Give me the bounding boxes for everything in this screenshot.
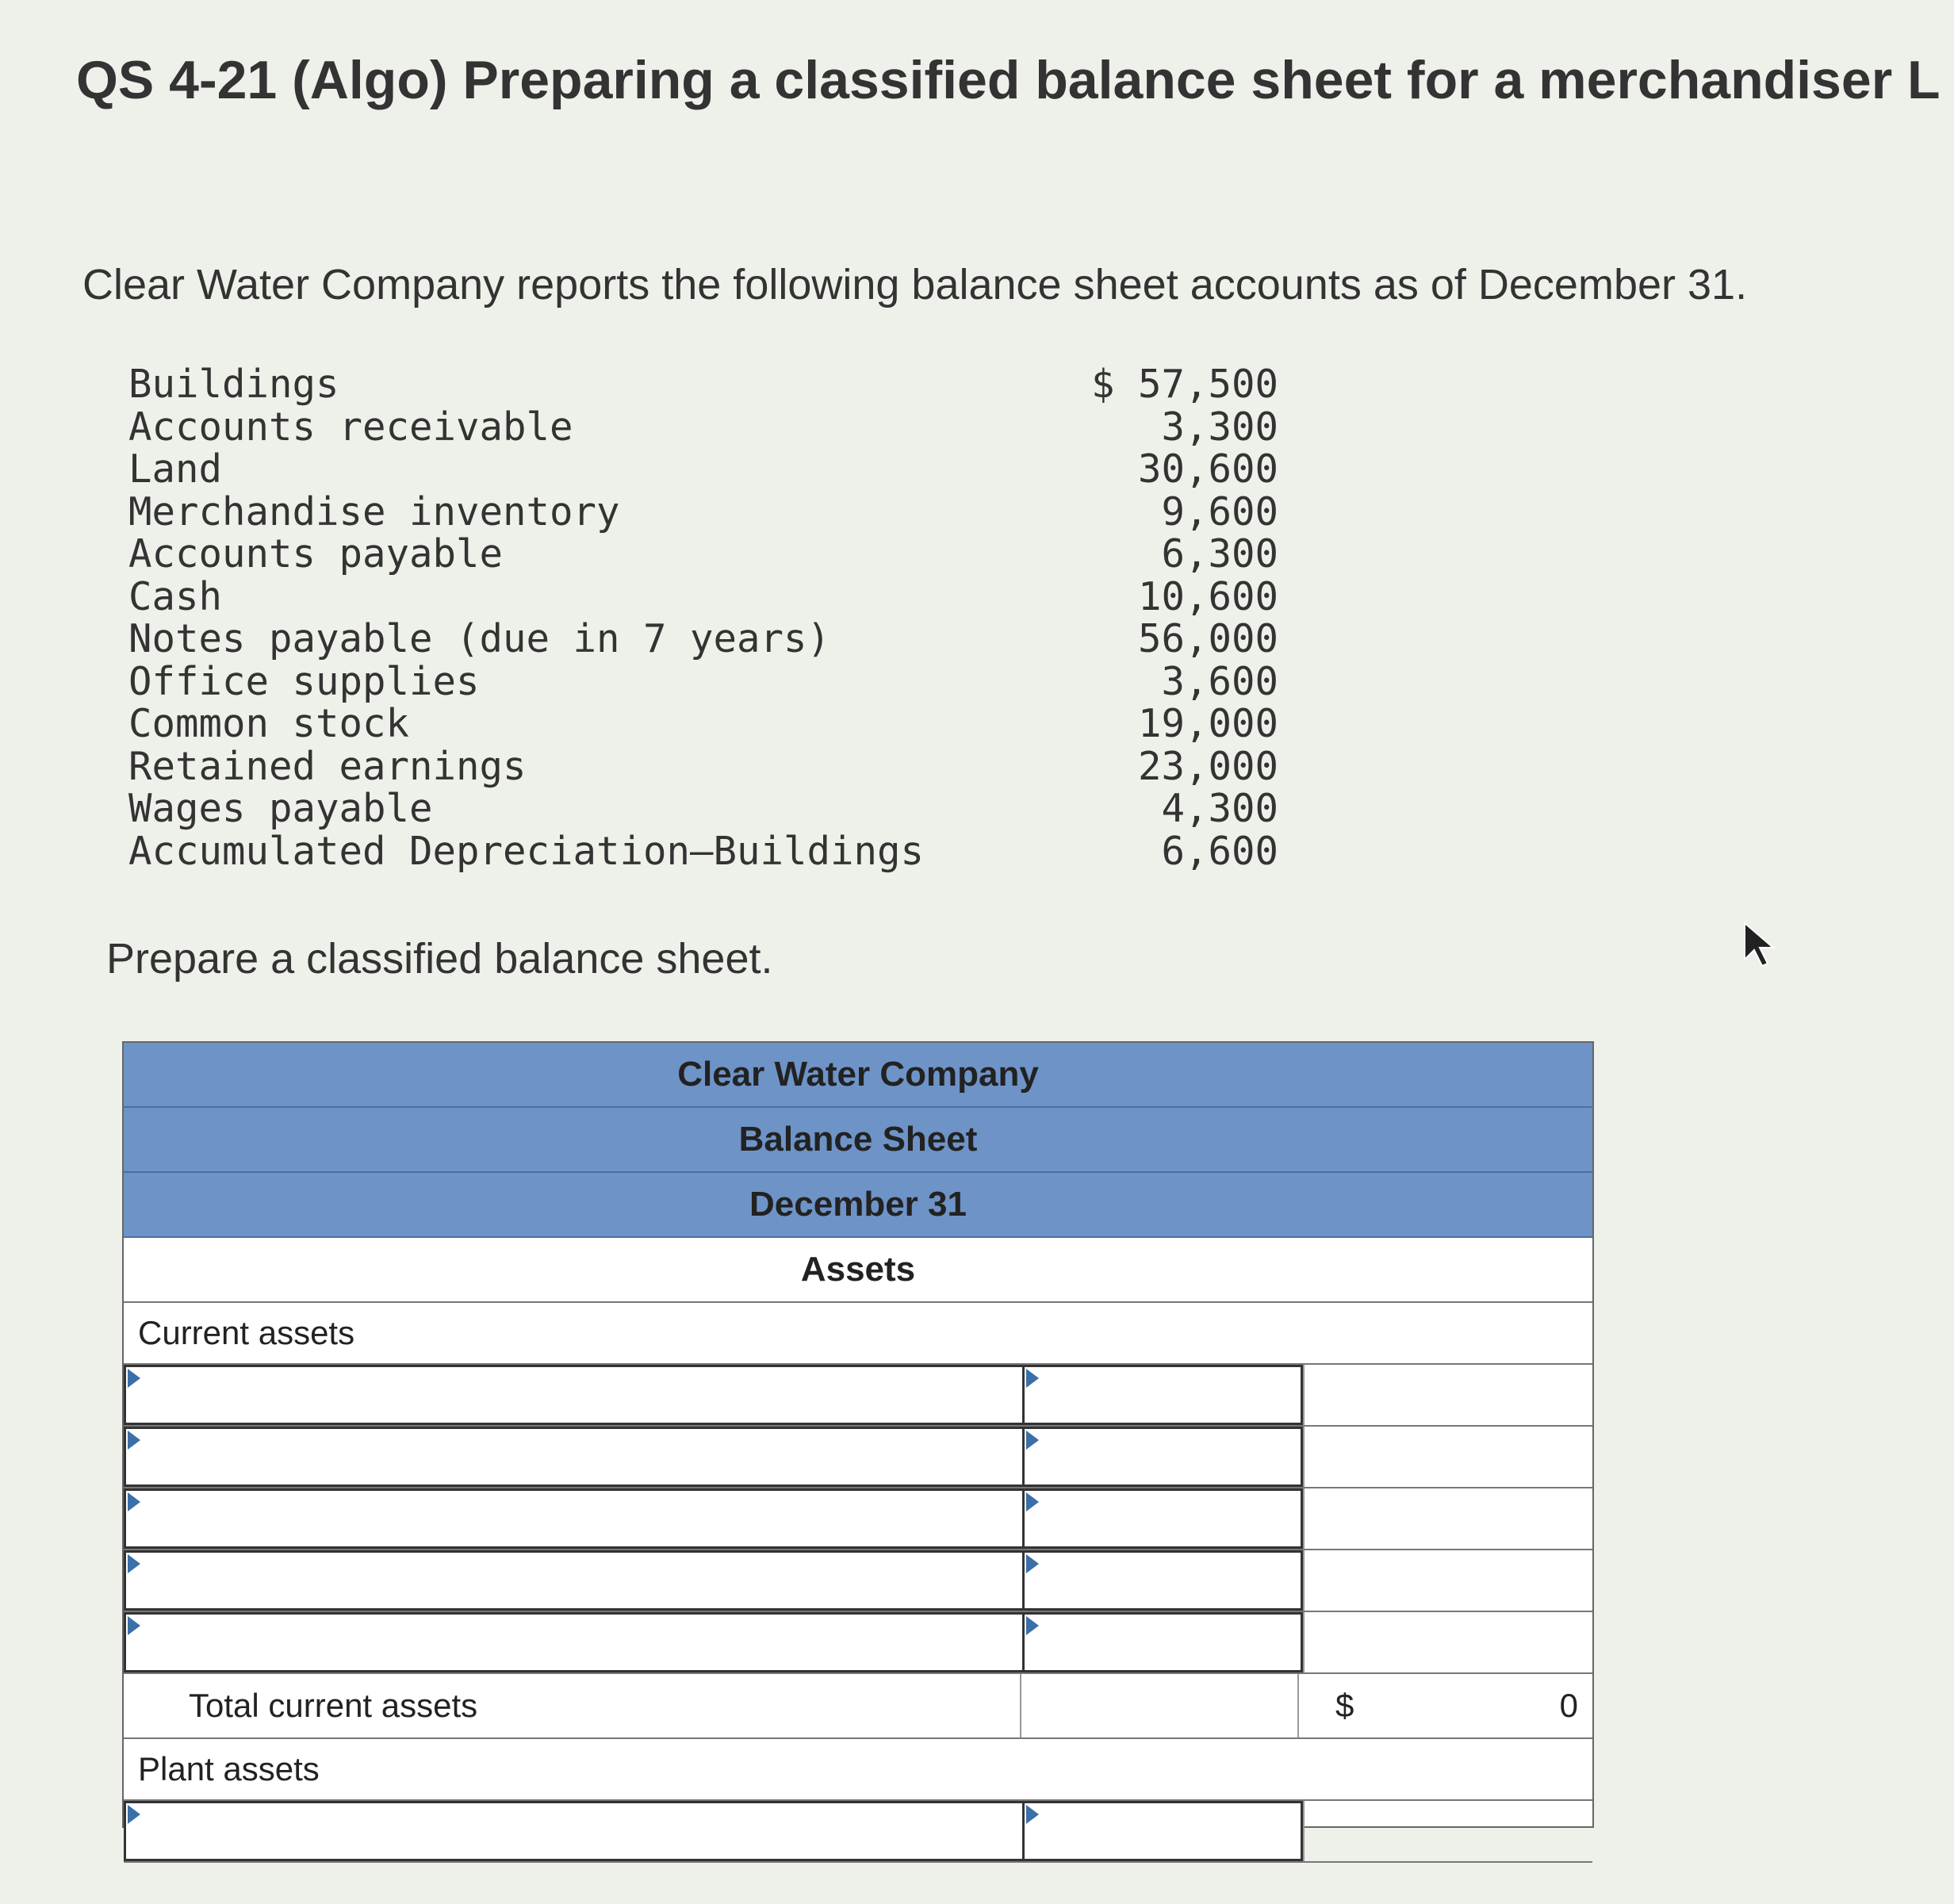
account-amount: 6,300: [1161, 531, 1278, 577]
total-current-assets-label: Total current assets: [189, 1687, 478, 1724]
dropdown-flag-icon: [1026, 1616, 1039, 1635]
statement-name-header: Balance Sheet: [124, 1108, 1592, 1173]
account-amount: 19,000: [1137, 701, 1278, 746]
account-row: [128, 703, 1278, 745]
current-asset-line: [124, 1612, 1592, 1674]
currency-symbol: $: [1335, 1687, 1354, 1724]
account-amount: 10,600: [1137, 573, 1278, 619]
statement-date-header: December 31: [124, 1173, 1592, 1238]
current-assets-label: Current assets: [124, 1303, 1592, 1365]
account-row: [128, 488, 1278, 534]
account-dropdown[interactable]: [124, 1427, 1025, 1487]
account-row: [128, 573, 1278, 619]
dropdown-flag-icon: [128, 1554, 140, 1573]
dropdown-flag-icon: [1026, 1369, 1039, 1388]
total-column-cell: [1303, 1365, 1592, 1425]
account-name: Accounts receivable: [128, 404, 573, 450]
dropdown-flag-icon: [1026, 1554, 1039, 1573]
account-row: [128, 533, 1278, 576]
account-name: Cash: [128, 573, 223, 619]
dropdown-flag-icon: [128, 1369, 140, 1388]
account-amount: 9,600: [1161, 488, 1278, 534]
account-amount: 23,000: [1137, 743, 1278, 789]
total-current-assets-row: [124, 1674, 1592, 1739]
account-row: [128, 363, 1278, 406]
amount-input[interactable]: [1025, 1801, 1303, 1861]
account-dropdown[interactable]: [124, 1488, 1025, 1549]
account-dropdown[interactable]: [124, 1612, 1025, 1672]
current-asset-line: [124, 1427, 1592, 1488]
page-title: QS 4-21 (Algo) Preparing a classified balance sheet for a merchandiser L: [76, 50, 1941, 110]
dropdown-flag-icon: [128, 1805, 140, 1824]
amount-input[interactable]: [1025, 1427, 1303, 1487]
company-name-header: Clear Water Company: [124, 1043, 1592, 1108]
amount-input[interactable]: [1025, 1365, 1303, 1425]
instruction-text: Prepare a classified balance sheet.: [106, 935, 773, 983]
account-name: Land: [128, 446, 223, 492]
total-column-cell: [1303, 1488, 1592, 1549]
account-name: Office supplies: [128, 658, 480, 704]
plant-assets-label: Plant assets: [124, 1739, 1592, 1801]
dropdown-flag-icon: [128, 1492, 140, 1511]
account-amount: 30,600: [1137, 446, 1278, 492]
account-name: Retained earnings: [128, 743, 527, 789]
total-current-assets-value: [1299, 1687, 1592, 1725]
account-dropdown[interactable]: [124, 1550, 1025, 1611]
account-amount: 3,600: [1161, 658, 1278, 704]
current-asset-line: [124, 1365, 1592, 1427]
account-amount: 4,300: [1161, 786, 1278, 831]
total-value: 0: [1559, 1687, 1578, 1724]
account-row: [128, 745, 1278, 788]
dropdown-flag-icon: [1026, 1431, 1039, 1450]
intro-text: Clear Water Company reports the following balance sheet accounts as of December 31.: [82, 261, 1748, 308]
total-column-cell: [1303, 1550, 1592, 1611]
dropdown-flag-icon: [128, 1431, 140, 1450]
total-column-cell: [1303, 1612, 1592, 1672]
account-row: [128, 830, 1278, 873]
plant-asset-line: [124, 1801, 1592, 1863]
current-asset-line: [124, 1488, 1592, 1550]
total-column-cell: [1303, 1427, 1592, 1487]
account-row: [128, 618, 1278, 661]
amount-input[interactable]: [1025, 1550, 1303, 1611]
account-amount: 56,000: [1137, 616, 1278, 661]
account-name: Common stock: [128, 701, 410, 746]
amount-input[interactable]: [1025, 1488, 1303, 1549]
total-amount-cell: [1020, 1674, 1299, 1737]
total-column-cell: [1303, 1801, 1592, 1861]
dropdown-flag-icon: [128, 1616, 140, 1635]
account-row: [128, 787, 1278, 830]
account-name: Accounts payable: [128, 531, 504, 577]
account-row: [128, 406, 1278, 449]
account-amount: 6,600: [1161, 828, 1278, 874]
account-dropdown[interactable]: [124, 1801, 1025, 1861]
account-name: Accumulated Depreciation—Buildings: [128, 828, 925, 874]
assets-section-header: Assets: [124, 1238, 1592, 1303]
balance-sheet-form: [122, 1041, 1594, 1828]
account-row: [128, 658, 1278, 704]
accounts-list: [128, 363, 1278, 872]
current-asset-line: [124, 1550, 1592, 1612]
account-row: [128, 448, 1278, 491]
account-amount: $ 57,500: [1090, 362, 1278, 407]
account-name: Merchandise inventory: [128, 488, 620, 534]
amount-input[interactable]: [1025, 1612, 1303, 1672]
account-name: Notes payable (due in 7 years): [128, 616, 831, 661]
account-name: Wages payable: [128, 786, 433, 831]
mouse-pointer-icon: [1741, 921, 1778, 969]
dropdown-flag-icon: [1026, 1492, 1039, 1511]
account-amount: 3,300: [1161, 404, 1278, 450]
account-dropdown[interactable]: [124, 1365, 1025, 1425]
dropdown-flag-icon: [1026, 1805, 1039, 1824]
account-name: Buildings: [128, 362, 339, 407]
